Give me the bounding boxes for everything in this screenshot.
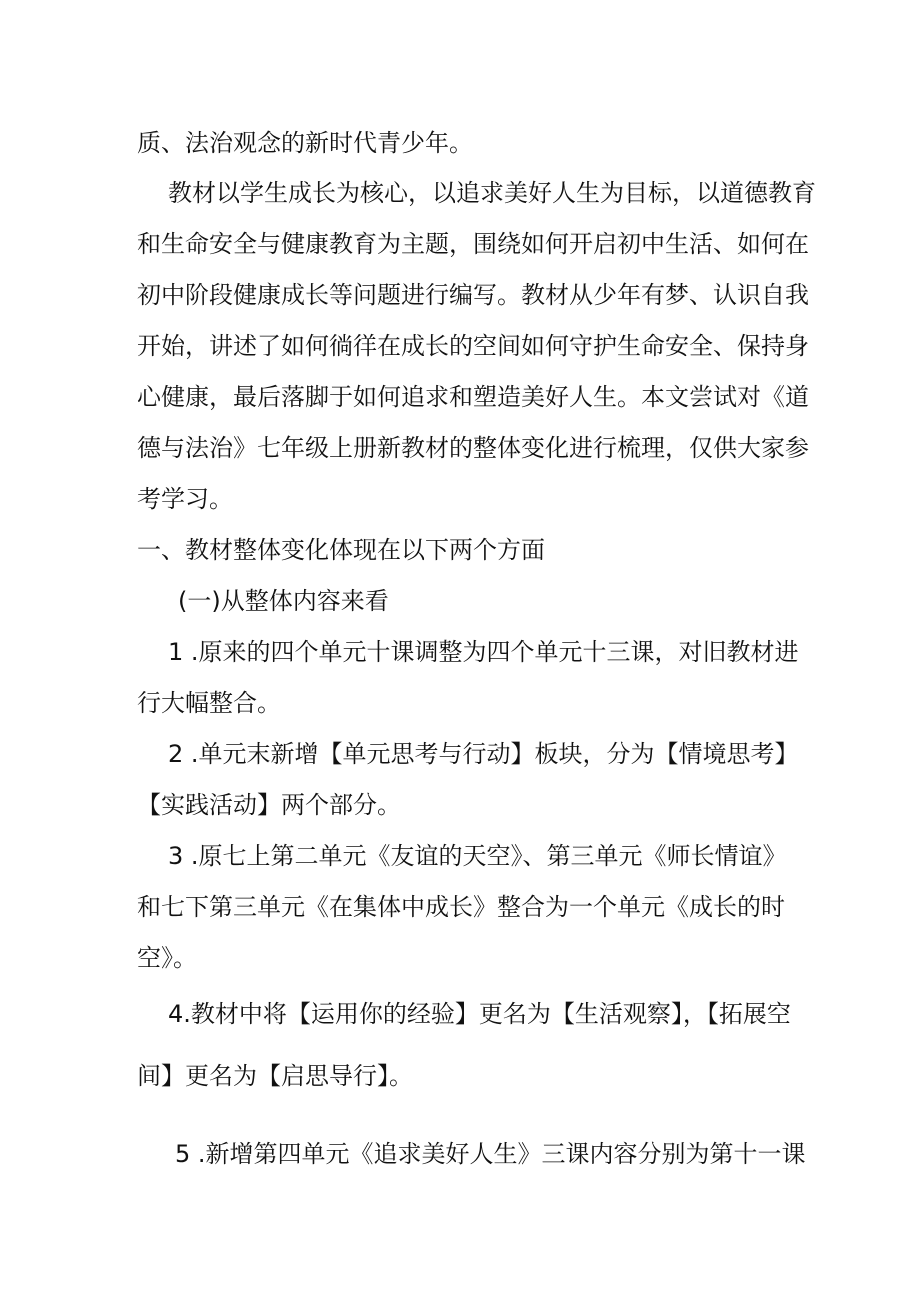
list-item: 2 .单元末新增【单元思考与行动】板块，分为【情境思考】 xyxy=(168,740,799,768)
text-line: 质、法治观念的新时代青少年。 xyxy=(137,129,473,157)
list-item-continuation: 空》。 xyxy=(137,944,197,972)
section-heading: 一、教材整体变化体现在以下两个方面 xyxy=(137,536,545,564)
text-line: 考学习。 xyxy=(137,485,233,513)
list-item-continuation: 行大幅整合。 xyxy=(137,689,281,717)
text-line: 和生命安全与健康教育为主题，围绕如何开启初中生活、如何在 xyxy=(137,230,809,258)
text-line: 教材以学生成长为核心，以追求美好人生为目标，以道德教育 xyxy=(168,179,816,207)
text-line: 初中阶段健康成长等问题进行编写。教材从少年有梦、认识自我 xyxy=(137,281,809,309)
text-line: 心健康，最后落脚于如何追求和塑造美好人生。本文尝试对《道 xyxy=(137,383,809,411)
list-item-continuation: 和七下第三单元《在集体中成长》整合为一个单元《成长的时 xyxy=(137,893,785,921)
list-item-continuation: 【实践活动】两个部分。 xyxy=(137,791,401,819)
subsection-heading: (一)从整体内容来看 xyxy=(178,587,389,615)
list-item: 4.教材中将【运用你的经验】更名为【生活观察】，【拓展空 xyxy=(168,1000,791,1028)
list-item-continuation: 间】更名为【启思导行】。 xyxy=(137,1062,413,1090)
text-line: 开始，讲述了如何徜徉在成长的空间如何守护生命安全、保持身 xyxy=(137,332,809,360)
list-item: 1 .原来的四个单元十课调整为四个单元十三课，对旧教材进 xyxy=(168,638,799,666)
list-item: 5 .新增第四单元《追求美好人生》三课内容分别为第十一课 xyxy=(175,1140,806,1168)
list-item: 3 .原七上第二单元《友谊的天空》、第三单元《师长情谊》 xyxy=(168,842,787,870)
text-line: 德与法治》七年级上册新教材的整体变化进行梳理，仅供大家参 xyxy=(137,434,809,462)
